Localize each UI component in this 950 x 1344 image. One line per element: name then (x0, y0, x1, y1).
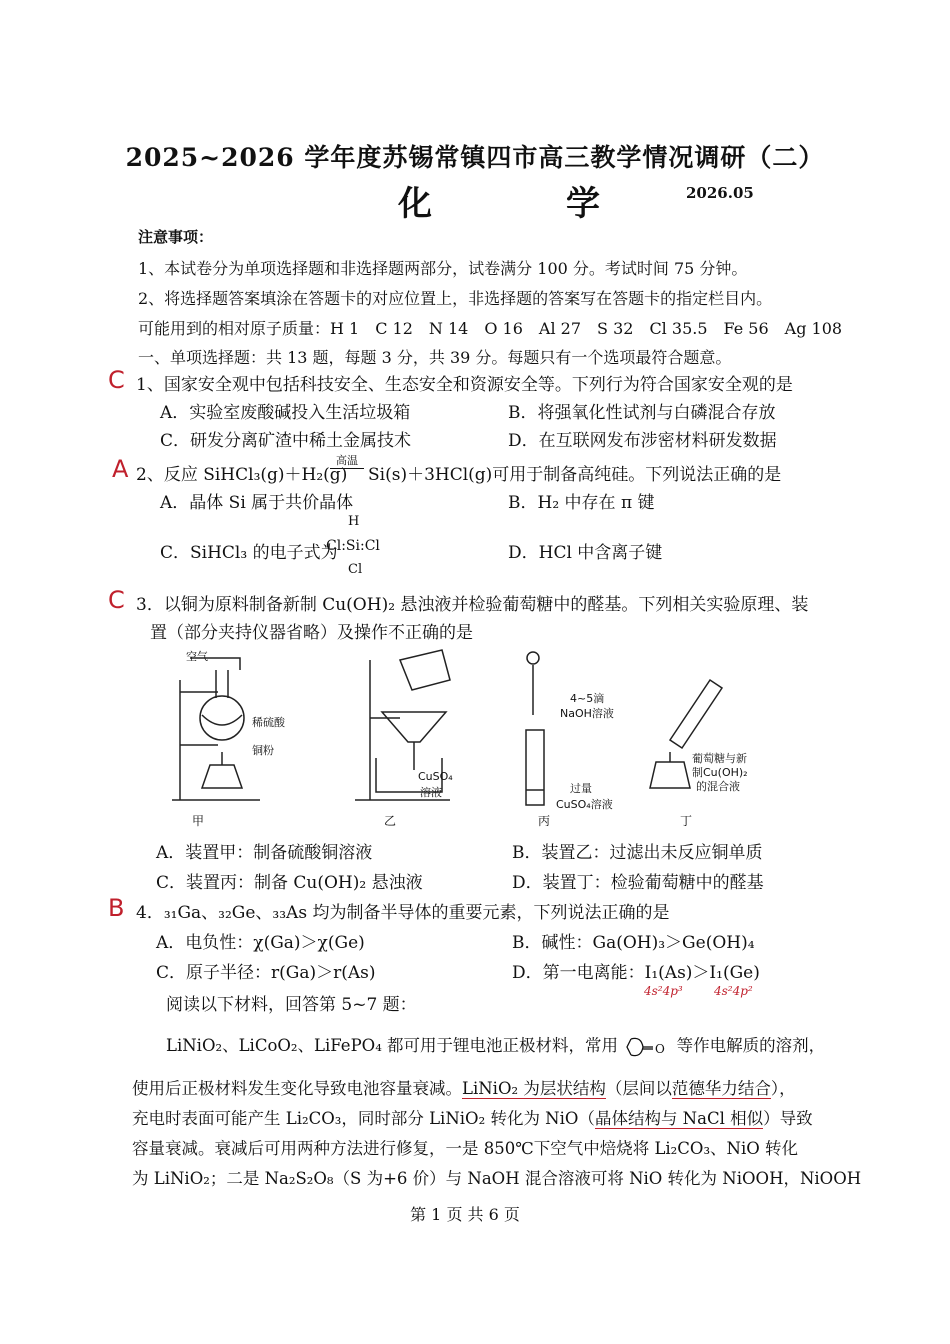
q4-option-a: A．电负性：χ(Ga)＞χ(Ge) (156, 933, 365, 953)
passage-line-2-a: 使用后正极材料发生变化导致电池容量衰减。 (132, 1079, 462, 1098)
apparatus-figure (150, 640, 770, 830)
handwritten-note-1: 4s²4p³ (644, 984, 683, 998)
q3-option-c: C．装置丙：制备 Cu(OH)₂ 悬浊液 (156, 873, 423, 893)
passage-line-2 (132, 1075, 796, 1099)
lewis-middle: Cl:Si:Cl (326, 538, 380, 554)
answer-mark-q3: C (108, 586, 125, 614)
q2-option-c: C．SiHCl₃ 的电子式为 (160, 543, 338, 563)
passage-line-1 (166, 1032, 825, 1060)
lewis-bottom: Cl (348, 562, 363, 577)
q3-stem-line1: 3．以铜为原料制备新制 Cu(OH)₂ 悬浊液并检验葡萄糖中的醛基。下列相关实验原理、装 (136, 595, 809, 615)
q1-option-d: D．在互联网发布涉密材料研发数据 (508, 431, 777, 451)
passage-line-5: 为 LiNiO₂；二是 Na₂S₂O₈（S 为+6 价）与 NaOH 混合溶液可将 NiO 转化为 NiOOH，NiOOH (132, 1169, 862, 1188)
notice-item-2: 2、将选择题答案填涂在答题卡的对应位置上，非选择题的答案写在答题卡的指定栏目内。 (138, 289, 773, 308)
label-mix-1: 葡萄糖与新 (692, 752, 747, 765)
label-cuso4: CuSO₄ (418, 770, 453, 783)
section-heading: 一、单项选择题：共 13 题，每题 3 分，共 39 分。每题只有一个选项最符合题意。 (138, 348, 732, 367)
atomic-masses: 可能用到的相对原子质量：H 1 C 12 N 14 O 16 Al 27 S 32 Cl 35.5 Fe 56 Ag 108 (138, 319, 843, 338)
notice-heading: 注意事项： (138, 228, 214, 246)
passage-line-3 (132, 1105, 813, 1129)
passage-line-2-b: LiNiO₂ 为层状结构 (462, 1079, 606, 1098)
label-drops: 4~5滴 (570, 692, 605, 705)
q2-condition: 高温 (330, 452, 364, 469)
exam-title: 2025~2026 学年度苏锡常镇四市高三教学情况调研（二） (125, 143, 825, 172)
lewis-top: H (348, 514, 360, 529)
q1-stem: 1、国家安全观中包括科技安全、生态安全和资源安全等。下列行为符合国家安全观的是 (136, 375, 793, 395)
answer-mark-q2: A (112, 455, 129, 483)
answer-mark-q1: C (108, 366, 125, 394)
passage-line-2-d: 范德华力结合 (671, 1079, 771, 1098)
passage-line-3-a: 充电时表面可能产生 Li₂CO₃，同时部分 LiNiO₂ 转化为 NiO（ (132, 1109, 595, 1128)
q1-option-b: B．将强氧化性试剂与白磷混合存放 (508, 403, 776, 423)
q4-option-b: B．碱性：Ga(OH)₃＞Ge(OH)₄ (512, 933, 755, 953)
caption-yi: 乙 (384, 814, 397, 828)
answer-mark-q4: B (108, 894, 125, 922)
q3-stem-line2: 置（部分夹持仪器省略）及操作不正确的是 (150, 623, 473, 643)
label-dilute-acid: 稀硫酸 (252, 716, 285, 729)
q2-option-d: D．HCl 中含离子键 (508, 543, 663, 563)
notice-item-1: 1、本试卷分为单项选择题和非选择题两部分，试卷满分 100 分。考试时间 75 分钟。 (138, 259, 748, 278)
passage-line-1-a: LiNiO₂、LiCoO₂、LiFePO₄ 都可用于锂电池正极材料，常用 (166, 1036, 619, 1055)
svg-text:O: O (655, 1041, 666, 1056)
passage-line-4: 容量衰减。衰减后可用两种方法进行修复，一是 850℃下空气中焙烧将 Li₂CO₃、NiO 转化 (132, 1139, 799, 1158)
label-solution: 溶液 (420, 786, 442, 799)
q2-option-b: B．H₂ 中存在 π 键 (508, 493, 655, 513)
label-air: 空气 (186, 650, 208, 663)
passage-line-1-b: 等作电解质的溶剂， (676, 1036, 826, 1055)
caption-jia: 甲 (192, 814, 205, 828)
page-footer: 第 1 页 共 6 页 (410, 1205, 520, 1224)
q2-stem-part2: Si(s)＋3HCl(g)可用于制备高纯硅。下列说法正确的是 (368, 465, 782, 485)
q1-option-c: C．研发分离矿渣中稀土金属技术 (160, 431, 412, 451)
q2-option-a: A．晶体 Si 属于共价晶体 (160, 493, 354, 513)
q3-option-a: A．装置甲：制备硫酸铜溶液 (156, 843, 373, 863)
caption-ding: 丁 (680, 814, 693, 828)
exam-date: 2026.05 (686, 184, 754, 202)
q1-option-a: A．实验室废酸碱投入生活垃圾箱 (160, 403, 411, 423)
passage-line-2-e: ）， (770, 1079, 796, 1098)
passage-line-2-c: （层间以 (605, 1079, 672, 1098)
label-mix-3: 的混合液 (696, 780, 740, 793)
q4-option-d: D．第一电离能：I₁(As)＞I₁(Ge) (512, 963, 760, 983)
label-mix-2: 制Cu(OH)₂ (692, 766, 748, 779)
q3-option-d: D．装置丁：检验葡萄糖中的醛基 (512, 873, 764, 893)
label-copper-powder: 铜粉 (252, 744, 274, 757)
label-excess: 过量 (570, 782, 592, 795)
reading-instruction: 阅读以下材料，回答第 5~7 题： (166, 995, 417, 1015)
passage-line-3-c: ）导致 (763, 1109, 813, 1128)
subject-title: 化 学 (398, 184, 650, 224)
passage-line-3-b: 晶体结构与 NaCl 相似 (594, 1109, 764, 1128)
ethylene-carbonate-structure-icon (623, 1034, 671, 1060)
label-cuso4-solution: CuSO₄溶液 (556, 798, 613, 811)
q4-option-c: C．原子半径：r(Ga)＞r(As) (156, 963, 376, 983)
q3-option-b: B．装置乙：过滤出未反应铜单质 (512, 843, 763, 863)
q2-stem-part1: 2、反应 SiHCl₃(g)＋H₂(g) (136, 465, 348, 485)
q4-stem: 4．₃₁Ga、₃₂Ge、₃₃As 均为制备半导体的重要元素，下列说法正确的是 (136, 903, 670, 923)
label-naoh: NaOH溶液 (560, 707, 614, 720)
handwritten-note-2: 4s²4p² (714, 984, 753, 998)
caption-bing: 丙 (538, 814, 551, 828)
